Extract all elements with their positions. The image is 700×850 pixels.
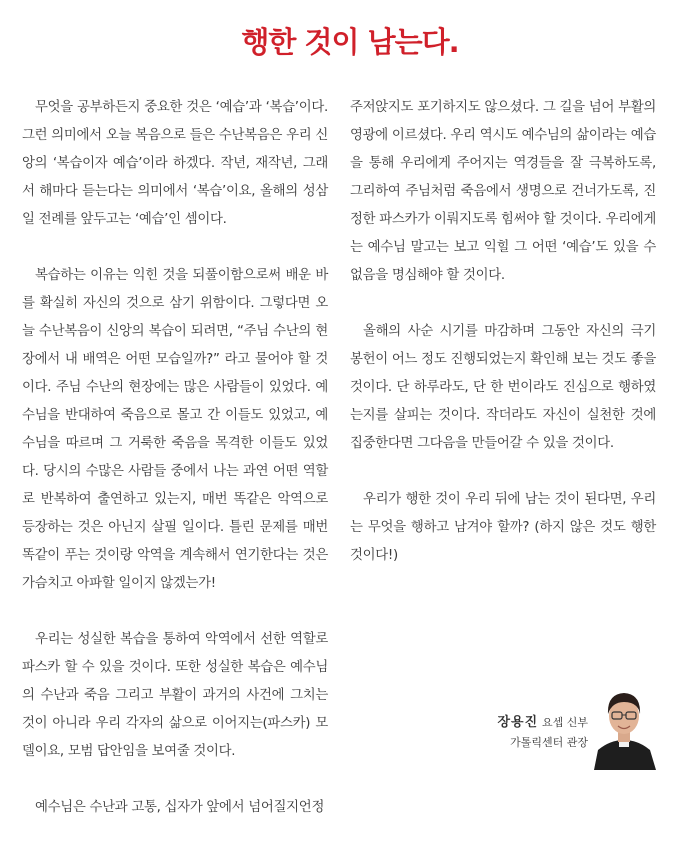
author-photo [590,678,658,770]
paragraph: 복습하는 이유는 익힌 것을 되풀이함으로써 배운 바를 확실히 자신의 것으로 삼기 위함이다. 그렇다면 오늘 수난복음이 신앙의 복습이 되려면, “주님 수난의 현장에서 내 배역은 어떤 모습일까?” 라고 물어야 할 것이다. 주님 수난의 현장에는 많은 사람들이 있었다. 예수님을 반대하여 죽음으로 몰고 간 이들도 있었고, 예수님을 따르며 그 거룩한 죽음을 목격한 이들도 있었다. 당시의 수많은 사람들 중에서 나는 과연 어떤 역할로 반복하여 출연하고 있는지, 매번 똑같은 악역으로 등장하는 것은 아닌지 살필 일이다. 틀린 문제를 매번 똑같이 푸는 것이랑 악역을 계속해서 연기한다는 것은 가슴치고 아파할 일이지 않겠는가! [22,268,328,591]
author-affiliation: 가톨릭센터 관장 [510,736,588,749]
author-credit [470,712,588,753]
paragraph: 예수님은 수난과 고통, 십자가 앞에서 넘어질지언정 [35,800,325,815]
article-title: 행한 것이 남는다. [241,25,459,59]
right-column [350,94,656,598]
author-role: 요셉 신부 [541,716,588,729]
paragraph: 주저앉지도 포기하지도 않으셨다. 그 길을 넘어 부활의 영광에 이르셨다. 우리 역시도 예수님의 삶이라는 예습을 통해 우리에게 주어지는 역경들을 잘 극복하도록, 그리하여 주님처럼 죽음에서 생명으로 건너가도록, 진정한 파스카가 이뤄지도록 힘써야 할 것이다. 우리에게는 예수님 말고는 보고 익힐 그 어떤 ‘예습’도 있을 수 없음을 명심해야 할 것이다. [350,100,656,283]
priest-portrait-icon [590,678,658,770]
left-column [22,94,328,850]
paragraph: 우리가 행한 것이 우리 뒤에 남는 것이 된다면, 우리는 무엇을 행하고 남겨야 할까? (하지 않은 것도 행한 것이다!) [350,492,656,563]
paragraph: 우리는 성실한 복습을 통하여 악역에서 선한 역할로 파스카 할 수 있을 것이다. 또한 성실한 복습은 예수님의 수난과 죽음 그리고 부활이 과거의 사건에 그치는 것이 아니라 우리 각자의 삶으로 이어지는(파스카) 모델이요, 모범 답안임을 보여줄 것이다. [22,632,328,759]
author-name: 장용진 [497,715,539,730]
paragraph: 무엇을 공부하든지 중요한 것은 ‘예습’과 ‘복습’이다. 그런 의미에서 오늘 복음으로 들은 수난복음은 우리 신앙의 ‘복습이자 예습’이라 하겠다. 작년, 재작년, 그래서 해마다 듣는다는 의미에서 ‘복습’이요, 올해의 성삼일 전례를 앞두고는 ‘예습’인 셈이다. [22,100,328,227]
paragraph: 올해의 사순 시기를 마감하며 그동안 자신의 극기 봉헌이 어느 정도 진행되었는지 확인해 보는 것도 좋을 것이다. 단 하루라도, 단 한 번이라도 진심으로 행하였는지를 살피는 것이다. 작더라도 자신이 실천한 것에 집중한다면 그다음을 만들어갈 수 있을 것이다. [350,324,656,451]
